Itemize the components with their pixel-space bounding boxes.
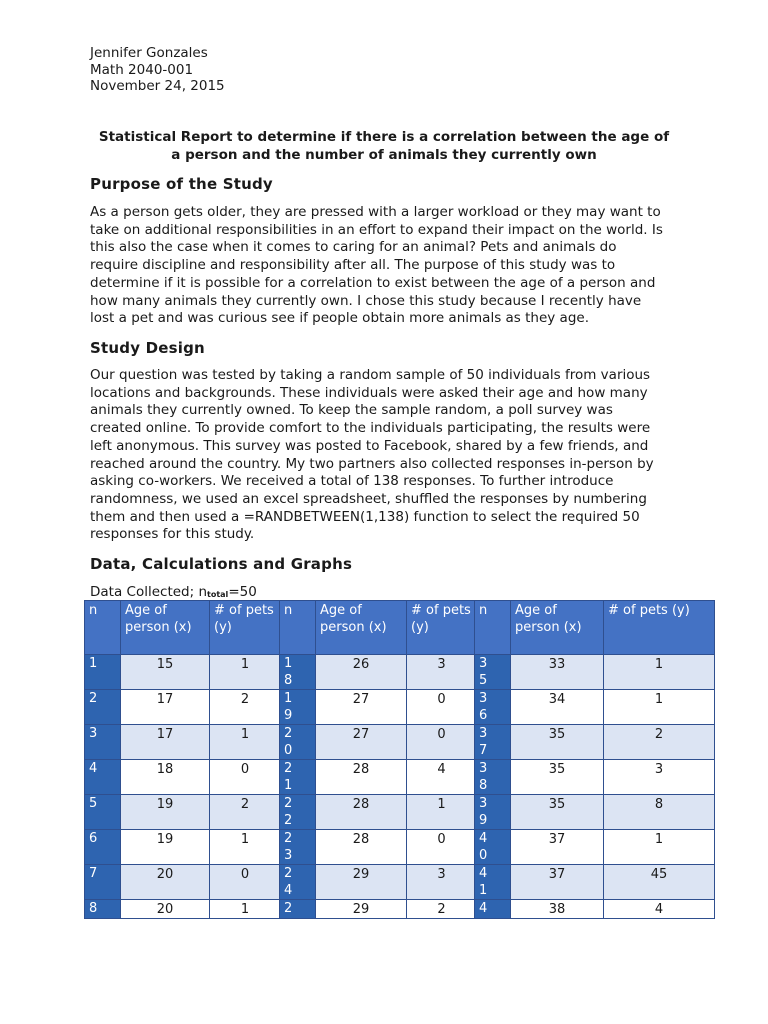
row-index: 35	[479, 656, 488, 688]
table-row	[475, 865, 715, 900]
purpose-paragraph	[90, 204, 680, 328]
row-index-cell	[280, 725, 316, 760]
data-table-1	[84, 600, 281, 919]
course-name: Math 2040-001	[90, 61, 194, 78]
age-cell: 35	[511, 725, 604, 760]
row-index: 7	[89, 866, 98, 881]
data-table-2	[279, 600, 477, 919]
row-index-cell	[85, 900, 121, 919]
row-index-cell	[85, 865, 121, 900]
pets-cell: 1	[210, 900, 281, 919]
age-cell: 28	[316, 795, 407, 830]
age-cell: 26	[316, 655, 407, 690]
pets-cell: 4	[604, 900, 715, 919]
age-cell: 38	[511, 900, 604, 919]
study-design-paragraph	[90, 367, 680, 544]
row-index-cell	[280, 865, 316, 900]
header-age: Age of person (x)	[511, 601, 604, 655]
age-cell: 27	[316, 725, 407, 760]
row-index-cell	[475, 865, 511, 900]
age-cell: 19	[121, 795, 210, 830]
row-index: 37	[479, 726, 488, 758]
table-row	[280, 760, 477, 795]
pets-cell: 1	[407, 795, 477, 830]
pets-cell: 1	[604, 655, 715, 690]
row-index: 1	[89, 656, 98, 671]
age-cell: 19	[121, 830, 210, 865]
row-index-cell	[475, 760, 511, 795]
purpose-line: how many animals they currently own. I chose this study because I recently have	[90, 292, 642, 309]
purpose-line: determine if it is possible for a correlation to exist between the age of a person and	[90, 274, 656, 291]
age-cell: 37	[511, 830, 604, 865]
pets-cell: 1	[210, 725, 281, 760]
table-row	[85, 725, 281, 760]
row-index-cell	[280, 690, 316, 725]
table-row	[280, 795, 477, 830]
age-cell: 17	[121, 690, 210, 725]
header-pets: # of pets (y)	[407, 601, 477, 655]
header-n: n	[85, 601, 121, 655]
purpose-line: require discipline and responsibility after all. The purpose of this study was to	[90, 257, 616, 274]
row-index-cell	[85, 830, 121, 865]
purpose-line: take on additional responsibilities in an effort to expand their impact on the world. Is	[90, 221, 663, 238]
row-index: 5	[89, 796, 98, 811]
row-index: 21	[284, 761, 293, 793]
age-cell: 35	[511, 760, 604, 795]
pets-cell: 1	[604, 690, 715, 725]
row-index: 4	[479, 901, 488, 916]
report-title-line-1: Statistical Report to determine if there is a correlation between the age of	[98, 129, 670, 145]
purpose-line: this also the case when it comes to caring for an animal? Pets and animals do	[90, 239, 617, 256]
table-row	[85, 900, 281, 919]
purpose-heading: Purpose of the Study	[90, 175, 273, 193]
row-index-cell	[475, 690, 511, 725]
pets-cell: 0	[407, 725, 477, 760]
pets-cell: 8	[604, 795, 715, 830]
design-line: left anonymous. This survey was posted to Facebook, shared by a few friends, and	[90, 437, 649, 454]
row-index: 39	[479, 796, 488, 828]
row-index: 4	[89, 761, 98, 776]
table-row	[85, 760, 281, 795]
pets-cell: 2	[210, 690, 281, 725]
age-cell: 29	[316, 900, 407, 919]
design-line: locations and backgrounds. These individuals were asked their age and how many	[90, 384, 648, 401]
age-cell: 28	[316, 830, 407, 865]
data-heading: Data, Calculations and Graphs	[90, 555, 353, 573]
design-line: asking co-workers. We received a total of 138 responses. To further introduce	[90, 473, 614, 490]
age-cell: 17	[121, 725, 210, 760]
table-row	[280, 900, 477, 919]
row-index-cell	[85, 655, 121, 690]
age-cell: 29	[316, 865, 407, 900]
data-table-3	[474, 600, 715, 919]
header-age: Age of person (x)	[316, 601, 407, 655]
pets-cell: 4	[407, 760, 477, 795]
table-row	[475, 760, 715, 795]
row-index: 38	[479, 761, 488, 793]
row-index: 22	[284, 796, 293, 828]
design-line: them and then used a =RANDBETWEEN(1,138) function to select the required 50	[90, 508, 640, 525]
row-index-cell	[280, 830, 316, 865]
age-cell: 18	[121, 760, 210, 795]
pets-cell: 2	[604, 725, 715, 760]
data-caption-suffix: =50	[228, 584, 257, 600]
row-index: 18	[284, 656, 293, 688]
table-row	[475, 830, 715, 865]
table-row	[85, 690, 281, 725]
row-index-cell	[475, 830, 511, 865]
row-index-cell	[475, 655, 511, 690]
table-row	[280, 725, 477, 760]
row-index-cell	[85, 690, 121, 725]
row-index-cell	[475, 725, 511, 760]
pets-cell: 1	[210, 655, 281, 690]
age-cell: 27	[316, 690, 407, 725]
header-age: Age of person (x)	[121, 601, 210, 655]
row-index: 23	[284, 831, 293, 863]
design-line: randomness, we used an excel spreadsheet, shuffled the responses by numbering	[90, 490, 647, 507]
row-index: 3	[89, 726, 98, 741]
header-n: n	[280, 601, 316, 655]
row-index: 36	[479, 691, 488, 723]
row-index-cell	[280, 900, 316, 919]
pets-cell: 2	[210, 795, 281, 830]
age-cell: 28	[316, 760, 407, 795]
table-row	[85, 830, 281, 865]
age-cell: 37	[511, 865, 604, 900]
pets-cell: 1	[604, 830, 715, 865]
row-index-cell	[280, 795, 316, 830]
design-line: animals they currently owned. To keep the sample random, a poll survey was	[90, 402, 613, 419]
table-row	[85, 655, 281, 690]
table-row	[475, 795, 715, 830]
author-name: Jennifer Gonzales	[90, 45, 208, 61]
row-index-cell	[280, 760, 316, 795]
row-index: 40	[479, 831, 488, 863]
table-row	[280, 830, 477, 865]
table-row	[280, 865, 477, 900]
row-index-cell	[280, 655, 316, 690]
pets-cell: 45	[604, 865, 715, 900]
report-title	[80, 128, 688, 164]
header-pets: # of pets (y)	[210, 601, 281, 655]
age-cell: 20	[121, 865, 210, 900]
pets-cell: 3	[604, 760, 715, 795]
row-index-cell	[475, 795, 511, 830]
data-caption	[90, 584, 257, 600]
pets-cell: 0	[407, 830, 477, 865]
age-cell: 15	[121, 655, 210, 690]
table-row	[475, 690, 715, 725]
row-index: 6	[89, 831, 98, 846]
design-line: responses for this study.	[90, 526, 255, 543]
row-index: 8	[89, 901, 98, 916]
purpose-line: As a person gets older, they are pressed with a larger workload or they may want to	[90, 204, 661, 220]
pets-cell: 1	[210, 830, 281, 865]
row-index: 2	[284, 901, 293, 916]
study-design-heading: Study Design	[90, 339, 205, 357]
row-index: 24	[284, 866, 293, 898]
age-cell: 35	[511, 795, 604, 830]
table-row	[280, 655, 477, 690]
age-cell: 33	[511, 655, 604, 690]
age-cell: 34	[511, 690, 604, 725]
row-index: 41	[479, 866, 488, 898]
report-date: November 24, 2015	[90, 78, 225, 94]
pets-cell: 2	[407, 900, 477, 919]
table-row	[475, 655, 715, 690]
row-index: 20	[284, 726, 293, 758]
data-caption-sub: total	[207, 590, 229, 599]
header-pets: # of pets (y)	[604, 601, 715, 655]
row-index: 2	[89, 691, 98, 706]
design-line: created online. To provide comfort to the individuals participating, the results were	[90, 420, 651, 437]
age-cell: 20	[121, 900, 210, 919]
table-row	[475, 725, 715, 760]
design-line: Our question was tested by taking a random sample of 50 individuals from various	[90, 367, 651, 383]
pets-cell: 0	[210, 760, 281, 795]
row-index-cell	[475, 900, 511, 919]
table-row	[85, 865, 281, 900]
data-caption-prefix: Data Collected; n	[90, 584, 208, 600]
purpose-line: lost a pet and was curious see if people obtain more animals as they age.	[90, 310, 589, 327]
row-index-cell	[85, 795, 121, 830]
pets-cell: 0	[210, 865, 281, 900]
pets-cell: 3	[407, 865, 477, 900]
row-index-cell	[85, 760, 121, 795]
pets-cell: 3	[407, 655, 477, 690]
row-index-cell	[85, 725, 121, 760]
table-row	[475, 900, 715, 919]
author-block	[90, 45, 225, 95]
row-index: 19	[284, 691, 293, 723]
pets-cell: 0	[407, 690, 477, 725]
report-title-line-2: a person and the number of animals they currently own	[171, 147, 597, 163]
header-n: n	[475, 601, 511, 655]
design-line: reached around the country. My two partners also collected responses in-person by	[90, 455, 654, 472]
table-row	[280, 690, 477, 725]
table-row	[85, 795, 281, 830]
